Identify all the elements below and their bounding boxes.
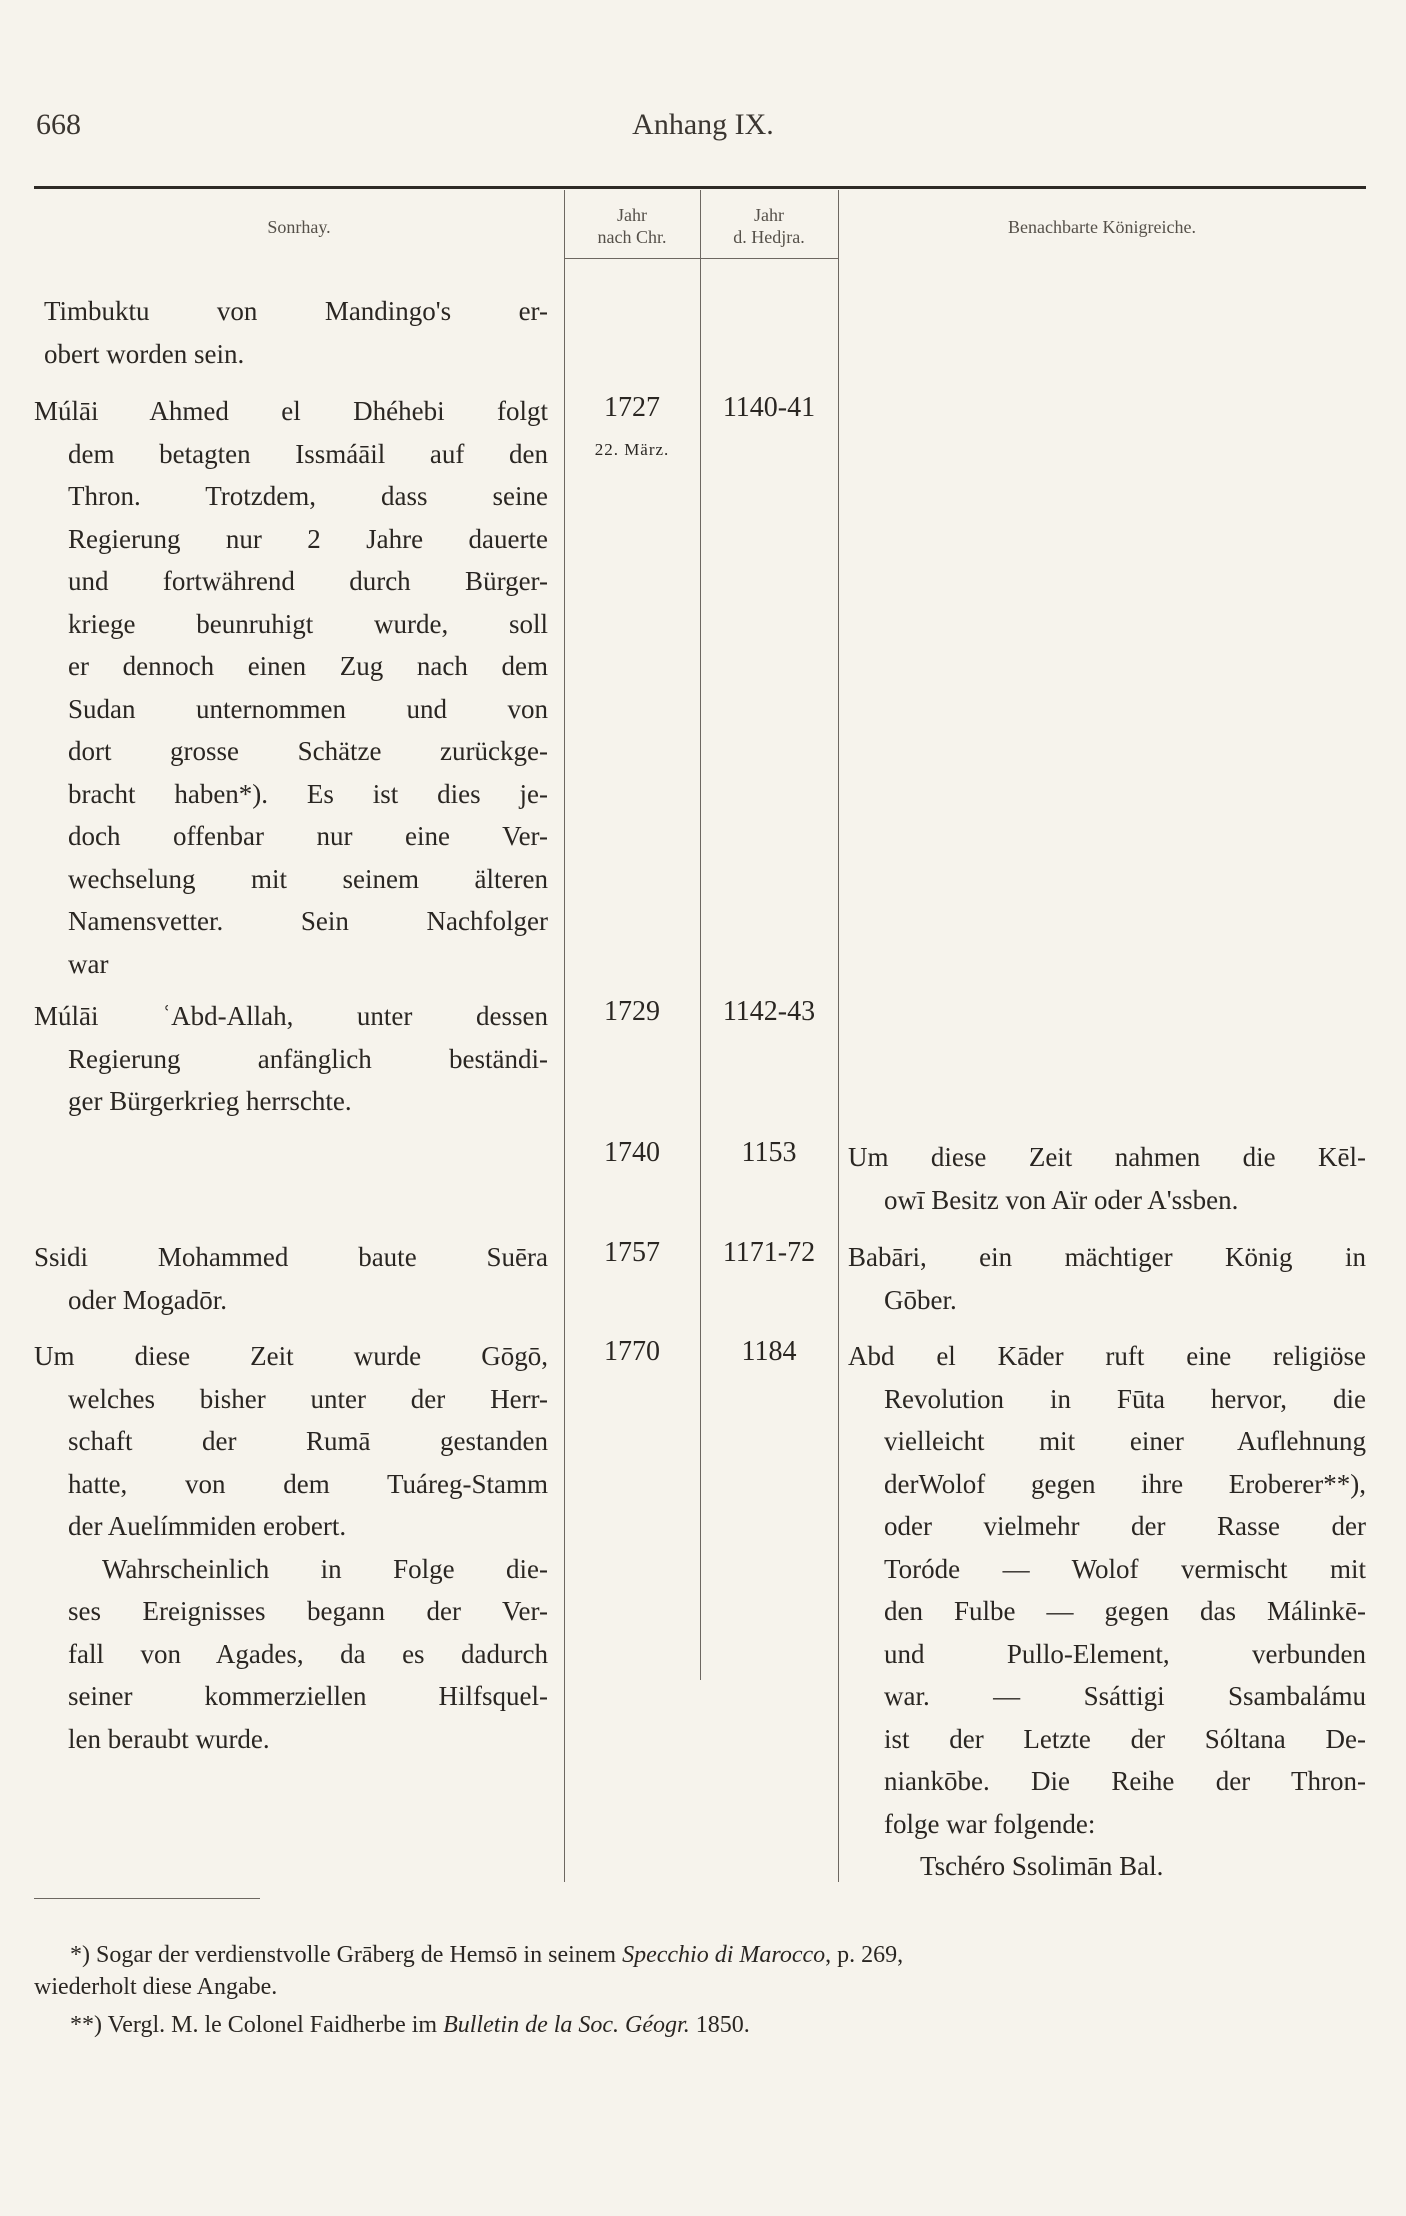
text-line: Sudan unternommen und von [68,693,548,724]
text-line: seiner kommerziellen Hilfsquel- [68,1681,548,1711]
year-hedjra-1153: 1153 [741,1137,797,1168]
text-line: vielleicht mit einer Auflehnung [884,1426,1366,1456]
sonrhay-entry-ssidi-mohammed [34,1236,548,1321]
sonrhay-entry-mulai-abd-allah [34,995,548,1123]
column-header-jahr-chr-line1: Jahr [617,205,647,225]
text-line: Toróde — Wolof vermischt mit [884,1553,1366,1584]
footnote-2 [34,2010,1366,2040]
text-line: Um diese Zeit wurde Gōgō, [34,1341,548,1371]
footnote-text: Sogar der verdienstvolle Grāberg de Hemsō in seinem [96,1942,623,1968]
year-hedjra-1184: 1184 [741,1336,797,1367]
text-line: Regierung nur 2 Jahre dauerte [68,523,548,554]
text-line: owī Besitz von Aïr oder A'ssben. [884,1184,1239,1215]
text-line: Abd el Kāder ruft eine religiöse [848,1341,1366,1371]
year-chr-1727: 1727 [604,392,660,423]
text-line: Timbuktu von Mandingo's er- [44,296,548,326]
text-line: bracht haben*). Es ist dies je- [68,778,548,809]
text-line: Múlāi ʿAbd-Allah, unter dessen [34,1001,548,1031]
text-line: und Pullo-Element, verbunden [884,1638,1366,1669]
text-line: hatte, von dem Tuáreg-Stamm [68,1468,548,1499]
text-line: wechselung mit seinem älteren [68,863,548,894]
column-header-jahr-chr [564,204,700,248]
text-line: derWolof gegen ihre Eroberer**), [884,1468,1366,1499]
text-line: ses Ereignisses begann der Ver- [68,1596,548,1626]
column-header-jahr-hedjra [700,204,838,248]
footnote-text: 1850. [689,2012,750,2038]
text-line: ist der Letzte der Sóltana De- [884,1723,1366,1754]
text-line: Wahrscheinlich in Folge die- [102,1553,548,1584]
column-header-jahr-hedjra-line2: d. Hedjra. [733,227,805,247]
table-top-rule [34,186,1366,189]
footnote-work-title: Bulletin de la Soc. Géogr. [443,2012,690,2038]
date-chr-1727: 22. März. [594,440,670,459]
nachbar-entry-babari [848,1236,1366,1321]
text-line: Gōber. [884,1284,957,1315]
text-line: Múlāi Ahmed el Dhéhebi folgt [34,396,548,426]
text-line: war [68,948,109,979]
text-line: folge war folgende: [884,1808,1096,1839]
text-line: er dennoch einen Zug nach dem [68,651,548,681]
column-header-jahr-chr-line2: nach Chr. [597,227,667,247]
footnote-mark: **) [70,2012,102,2038]
footnote-rule [34,1898,260,1899]
text-line: Um diese Zeit nahmen die Kēl- [848,1142,1366,1172]
text-line: kriege beunruhigt wurde, soll [68,608,548,639]
footnote-1-continued: wiederholt diese Angabe. [34,1974,278,2000]
year-chr-1757: 1757 [604,1237,660,1268]
year-header-rule [564,258,838,259]
text-line: Thron. Trotzdem, dass seine [68,481,548,511]
year-hedjra-1171: 1171-72 [722,1237,816,1268]
sonrhay-entry-gogo [34,1335,548,1760]
text-line: ger Bürgerkrieg herrschte. [68,1086,352,1116]
text-line: Revolution in Fūta hervor, die [884,1383,1366,1414]
column-header-nachbar: Benachbarte Königreiche. [1008,217,1196,237]
year-chr-1729: 1729 [604,996,660,1027]
footnote-mark: *) [70,1942,90,1968]
text-line: doch offenbar nur eine Ver- [68,821,548,851]
footnote-text: Vergl. M. le Colonel Faidherbe im [107,2012,444,2038]
text-line: Babāri, ein mächtiger König in [848,1242,1366,1272]
text-line: fall von Agades, da es dadurch [68,1638,548,1669]
page-number: 668 [36,108,81,141]
footnote-work-title: Specchio di Marocco [622,1942,826,1968]
sonrhay-entry-timbuktu [44,290,548,375]
year-hedjra-1142: 1142-43 [722,996,816,1027]
text-line: den Fulbe — gegen das Málinkē- [884,1596,1366,1626]
text-line: Tschéro Ssolimān Bal. [920,1851,1164,1881]
year-chr-1740: 1740 [604,1137,660,1168]
nachbar-entry-kelowi [848,1136,1366,1221]
text-line: und fortwährend durch Bürger- [68,566,548,596]
text-line: Ssidi Mohammed baute Suēra [34,1242,548,1272]
column-header-sonrhay: Sonrhay. [267,217,331,237]
column-divider-3 [838,190,839,1882]
sonrhay-entry-mulai-ahmed [34,390,548,985]
year-chr-1770: 1770 [604,1336,660,1367]
text-line: Namensvetter. Sein Nachfolger [68,906,548,936]
footnote-text: , p. 269, [825,1942,904,1968]
footnote-1 [34,1940,1366,1970]
text-line: der Auelímmiden erobert. [68,1511,347,1541]
text-line: oder Mogadōr. [68,1284,227,1315]
column-header-jahr-hedjra-line1: Jahr [754,205,784,225]
text-line: dem betagten Issmáāil auf den [68,438,548,469]
nachbar-entry-abd-el-kader [848,1335,1366,1888]
text-line: welches bisher unter der Herr- [68,1383,548,1414]
page-header-title: Anhang IX. [632,108,774,141]
year-hedjra-1140: 1140-41 [722,392,816,423]
text-line: war. — Ssáttigi Ssambalámu [884,1681,1366,1711]
text-line: oder vielmehr der Rasse der [884,1511,1366,1541]
text-line: dort grosse Schätze zurückge- [68,736,548,766]
text-line: obert worden sein. [44,338,245,369]
text-line: schaft der Rumā gestanden [68,1426,548,1456]
text-line: niankōbe. Die Reihe der Thron- [884,1766,1366,1796]
text-line: len beraubt wurde. [68,1723,270,1754]
text-line: Regierung anfänglich beständi- [68,1043,548,1074]
